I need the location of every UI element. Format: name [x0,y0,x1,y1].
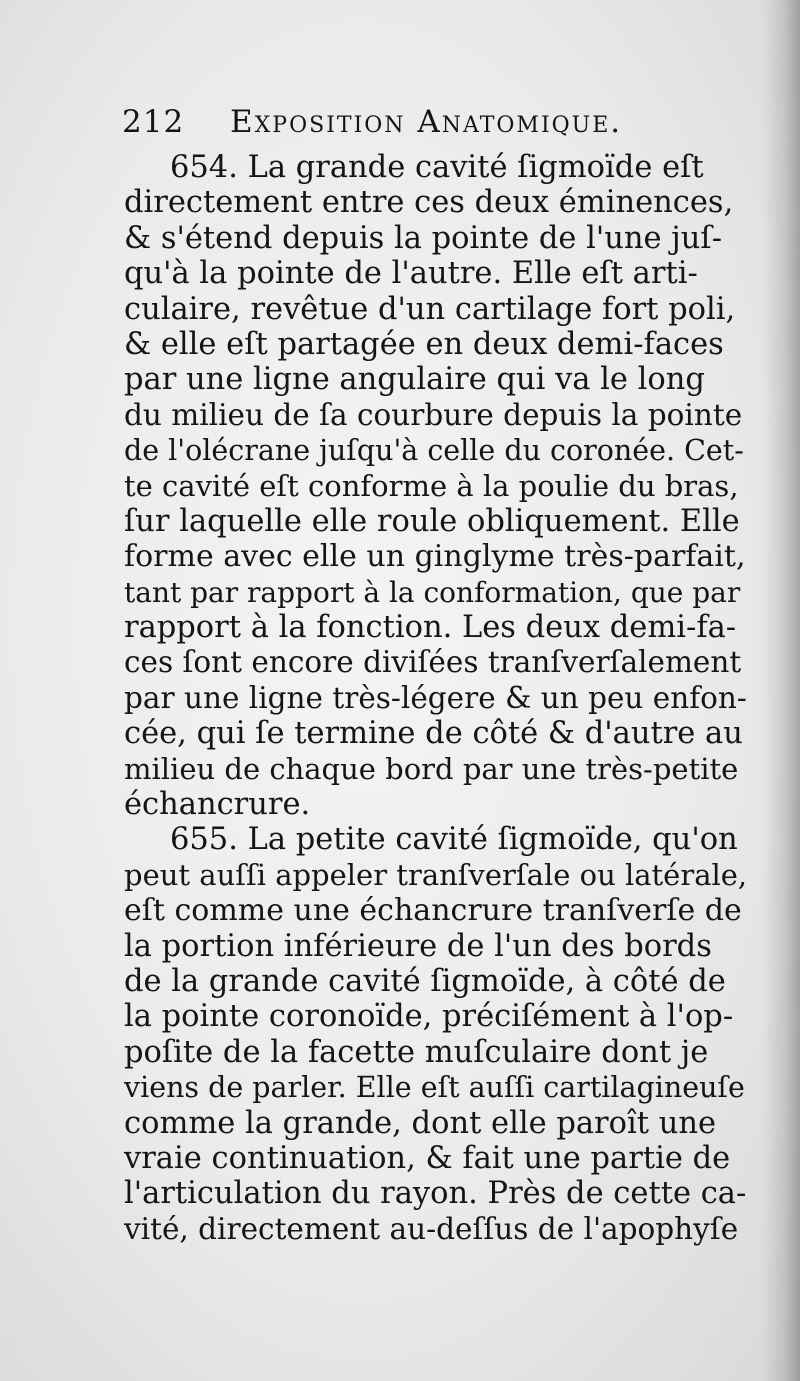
text-line: milieu de chaque bord par une très-petite [124,751,739,786]
text-line: 654. La grande cavité ſigmoïde eſt [170,150,704,185]
text-line: directement entre ces deux éminences, [124,185,734,221]
text-line: forme avec elle un ginglyme très-parfait, [124,539,746,575]
text-line: par une ligne très-légere & un peu enfon- [124,680,747,715]
running-title: Exposition Anatomique. [230,104,623,140]
text-line: de l'olécrane juſqu'à celle du coronée. Cet- [124,434,744,468]
running-head [122,104,682,140]
text-line: de la grande cavité ſigmoïde, à côté de [124,963,726,999]
text-line: la pointe coronoïde, préciſément à l'op- [124,999,734,1035]
text-line: vité, directement au-deſſus de l'apophyſe [124,1211,739,1246]
text-line: rapport à la fonction. Les deux demi-fa- [124,610,737,646]
text-line: culaire, revêtue d'un cartilage fort poli, [124,291,736,327]
text-line: qu'à la pointe de l'autre. Elle eſt arti- [124,256,698,292]
text-line: & s'étend depuis la pointe de l'une juſ- [124,220,722,256]
text-line: poſite de la facette muſculaire dont je [124,1034,709,1070]
text-line: eſt comme une échancrure tranſverſe de [124,893,742,929]
text-line: par une ligne angulaire qui va le long [124,362,705,398]
text-line: comme la grande, dont elle paroît une [124,1105,717,1141]
body-text [124,150,748,1247]
text-line: ces ſont encore diviſées tranſverſalement [124,645,742,680]
text-line: tant par rapport à la conformation, que par [124,575,741,609]
page-gutter-shadow [762,0,800,1381]
text-line: 655. La petite cavité ſigmoïde, qu'on [170,822,738,858]
text-line: la portion inférieure de l'un des bords [124,928,712,964]
text-line: viens de parler. Elle eſt auſſi cartilagineuſe [124,1071,745,1105]
text-line: échancrure. [124,787,311,823]
text-line: peut auſſi appeler tranſverſale ou latérale, [124,857,748,892]
text-line: vraie continuation, & fait une partie de [124,1140,731,1176]
text-line: du milieu de ſa courbure depuis la pointe [124,397,743,432]
text-line: ſur laquelle elle roule obliquement. Elle [124,503,740,539]
text-line: & elle eſt partagée en deux demi-faces [124,326,724,362]
text-line: l'articulation du rayon. Près de cette ca- [124,1176,747,1212]
page-number: 212 [122,104,185,140]
text-line: te cavité eſt conforme à la poulie du bras, [124,468,739,503]
text-line: cée, qui ſe termine de côté & d'autre au [124,716,743,752]
